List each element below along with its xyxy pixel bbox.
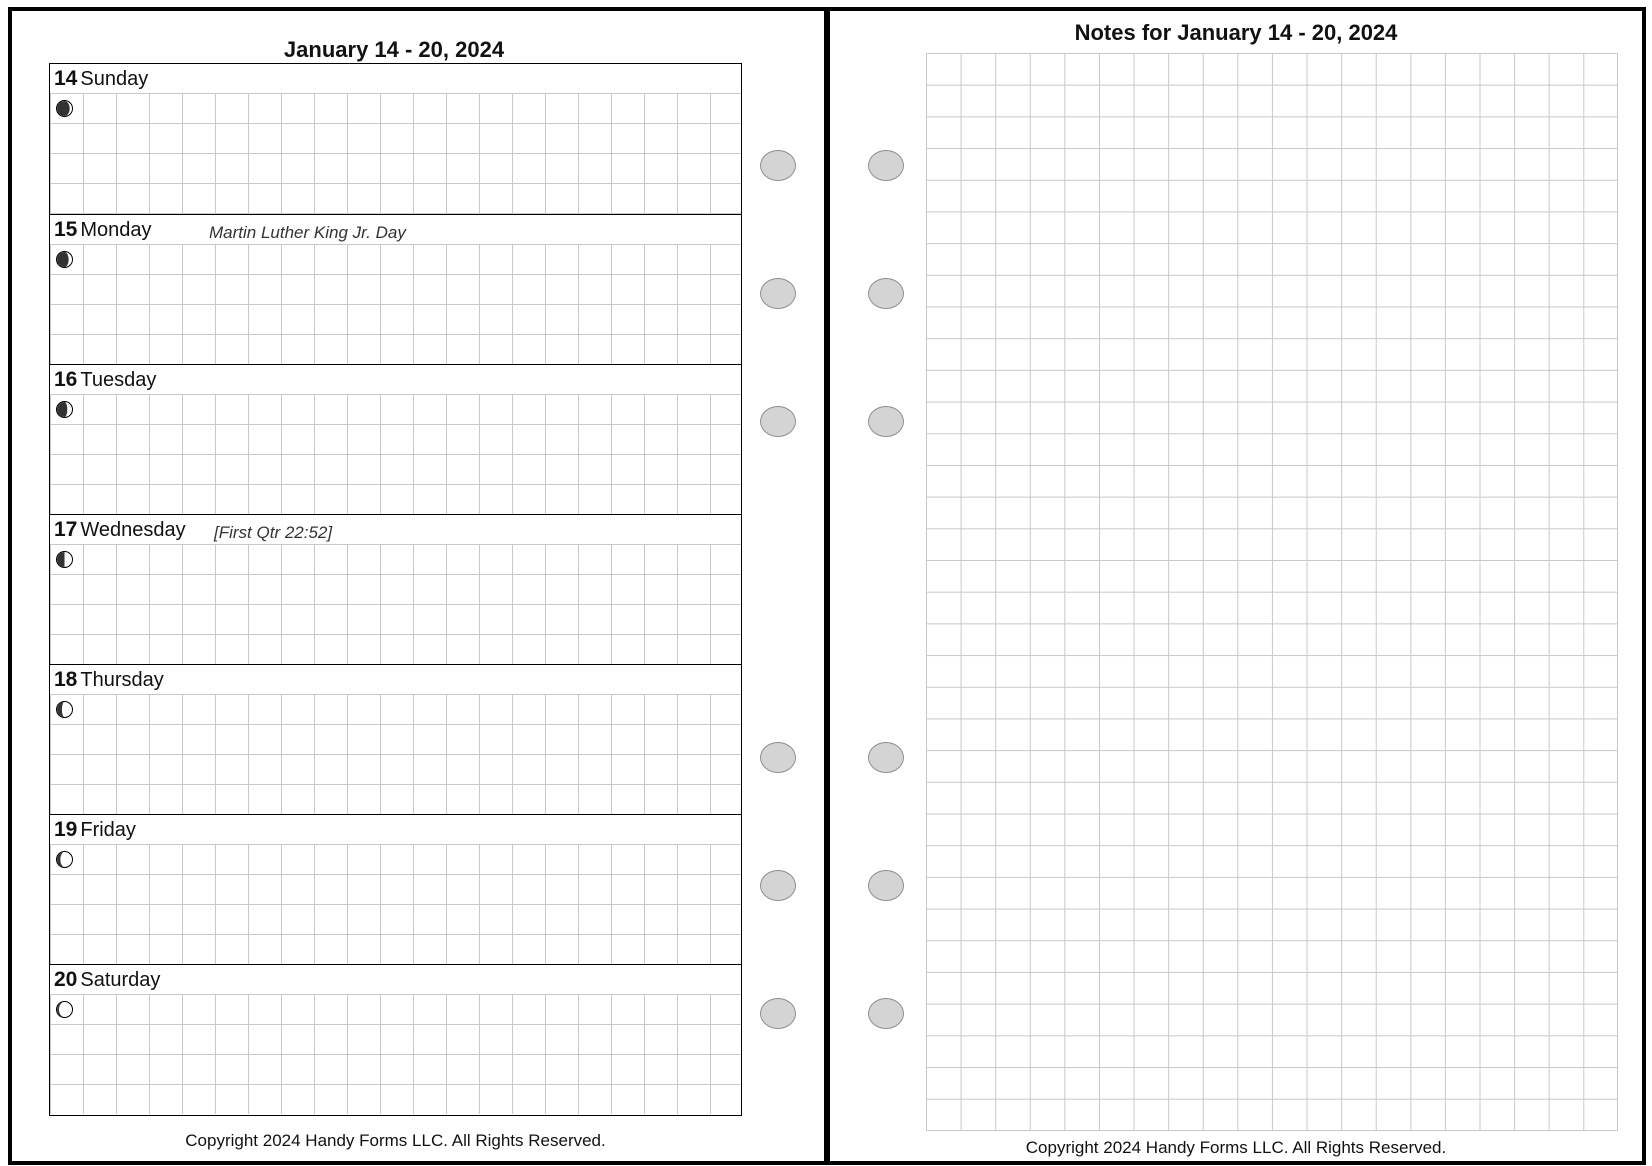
moon-phase-icon bbox=[56, 100, 73, 117]
day-header bbox=[54, 368, 741, 394]
day-number: 14 bbox=[54, 67, 78, 90]
day-number: 20 bbox=[54, 968, 78, 991]
binder-hole bbox=[868, 998, 904, 1029]
binder-hole bbox=[760, 870, 796, 901]
binder-hole bbox=[760, 278, 796, 309]
binder-hole bbox=[760, 998, 796, 1029]
moon-phase-icon bbox=[56, 401, 73, 418]
page-title: January 14 - 20, 2024 bbox=[283, 37, 505, 62]
day-grid[interactable] bbox=[50, 994, 741, 1114]
day-grid[interactable] bbox=[50, 544, 741, 664]
day-block-monday[interactable] bbox=[50, 214, 741, 364]
binder-hole bbox=[868, 150, 904, 181]
day-header bbox=[54, 968, 741, 994]
day-header bbox=[54, 518, 741, 544]
binder-hole bbox=[868, 278, 904, 309]
day-block-friday[interactable] bbox=[50, 814, 741, 964]
day-name: Thursday bbox=[80, 669, 164, 691]
moon-phase-icon bbox=[56, 851, 73, 868]
day-grid[interactable] bbox=[50, 394, 741, 514]
day-header bbox=[54, 668, 741, 694]
notes-title: Notes for January 14 - 20, 2024 bbox=[1074, 20, 1398, 45]
day-number: 15 bbox=[54, 218, 78, 241]
right-page bbox=[826, 7, 1646, 1165]
day-header bbox=[54, 818, 741, 844]
day-grid[interactable] bbox=[50, 244, 741, 364]
day-block-sunday[interactable] bbox=[50, 64, 741, 214]
day-name: Friday bbox=[80, 819, 136, 841]
binder-hole bbox=[868, 742, 904, 773]
copyright-text: Copyright 2024 Handy Forms LLC. All Rights Reserved. bbox=[1025, 1138, 1447, 1157]
copyright-text: Copyright 2024 Handy Forms LLC. All Rights Reserved. bbox=[185, 1131, 606, 1150]
day-grid[interactable] bbox=[50, 694, 741, 814]
day-name: Saturday bbox=[80, 969, 161, 991]
day-number: 16 bbox=[54, 368, 78, 391]
binder-hole bbox=[868, 870, 904, 901]
day-block-wednesday[interactable] bbox=[50, 514, 741, 664]
day-header bbox=[54, 67, 741, 93]
day-block-thursday[interactable] bbox=[50, 664, 741, 814]
day-number: 18 bbox=[54, 668, 78, 691]
day-name: Monday bbox=[80, 219, 152, 241]
holiday-note: Martin Luther King Jr. Day bbox=[209, 223, 406, 242]
day-header bbox=[54, 218, 741, 244]
moon-phase-icon bbox=[56, 1001, 73, 1018]
notes-grid[interactable] bbox=[926, 53, 1618, 1131]
day-name: Wednesday bbox=[80, 519, 186, 541]
day-name: Sunday bbox=[80, 68, 149, 90]
day-block-tuesday[interactable] bbox=[50, 364, 741, 514]
day-grid[interactable] bbox=[50, 93, 741, 214]
binder-hole bbox=[760, 150, 796, 181]
left-page bbox=[8, 7, 828, 1165]
day-name: Tuesday bbox=[80, 369, 157, 391]
day-grid[interactable] bbox=[50, 844, 741, 964]
day-number: 17 bbox=[54, 518, 78, 541]
day-block-saturday[interactable] bbox=[50, 964, 741, 1114]
binder-hole bbox=[760, 406, 796, 437]
moon-phase-note: [First Qtr 22:52] bbox=[214, 523, 333, 542]
moon-phase-icon bbox=[56, 701, 73, 718]
moon-phase-icon bbox=[56, 251, 73, 268]
moon-phase-icon bbox=[56, 551, 73, 568]
day-number: 19 bbox=[54, 818, 78, 841]
day-list bbox=[49, 63, 742, 1116]
binder-hole bbox=[868, 406, 904, 437]
binder-hole bbox=[760, 742, 796, 773]
